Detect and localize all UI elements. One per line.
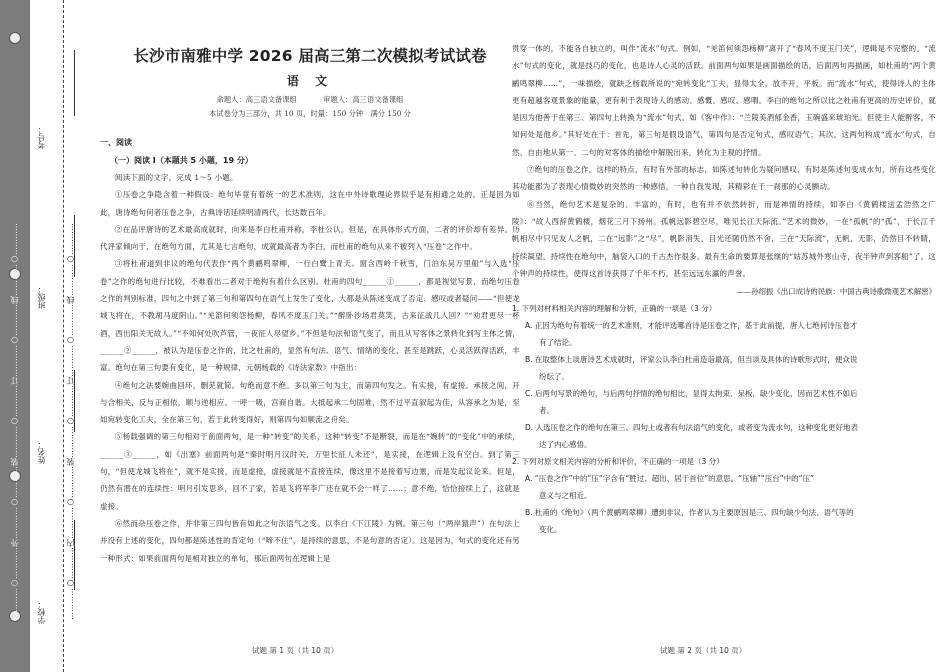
exam-subject: 语 文 <box>286 74 334 88</box>
question-option[interactable]: B. 在取整体上谈唐诗艺术成就时，评家公认李白杜甫造诣最高，但当谈及具体的诗歌形式时，便众说 纷纭了。 <box>525 355 858 382</box>
exam-authors <box>100 95 520 105</box>
binding-strip <box>0 0 92 672</box>
question-option[interactable]: D. 入选压卷之作的绝句在第三、四句上或者有句法语气的变化，或者变为流水句，这种变化更好地表 达了内心感悟。 <box>525 423 859 450</box>
passage-source: ——孙绍振《出口成诗的民族：中国古典诗歌微观艺术解密》 <box>736 287 936 297</box>
reviewer: 审题人：高三语文备课组 <box>323 95 404 104</box>
passage-paragraph: ②在品评唐诗的艺术最高成就时，向来是李白杜甫并称，李杜公认。但是，在具体形式方面，二者的评价却有差异。历代评家倾向于，在绝句方面，尤其是七言绝句，成就最高者为李白，而杜甫的绝句从来不被列入“压卷”之作中。 <box>100 224 520 252</box>
page-footer: 试题 第 1 页（共 10 页） <box>252 646 339 655</box>
passage-paragraph: 贯穿一体的，不能各自独立的，叫作“流水”句式。例如，“羌笛何须怨杨柳”离开了“春风不度玉门关”，逻辑是不完整的。“流水”句式的变化，就是技巧的变化，也是诗人心灵的活跃。前面两句如果是画面描绘的话，后面两句再描画，如杜甫的“两个黄鹂鸣翠柳……”，一味描绘，就缺乏杨载所说的“宛转变化”工夫，显得太全，放不开，平板。而“流水”句式，使得诗人的主体更有超越客观景象的能量，更有利于表现诗人的感动、感慨、感叹、感喟。李白的绝句之所以比之杜甫有更高的历史评价，就是因为他善于在第三、第四句上转换为“流水”句式。如《客中作》：“兰陵美酒郁金香，玉碗盛来琥珀光。但使主人能醉客，不知何处是他乡。”其好处在于：首先，第三句是假设语气，第四句是否定句式，感叹语气；其次，这两句构成“流水”句式，自然、自由地从第一、二句的对客体的描绘中解脱出来，转化为主观的抒情。 <box>512 44 936 157</box>
subsection-heading: （一）阅读 I（本题共 5 小题，19 分） <box>110 156 253 165</box>
name-label: 姓名： <box>37 440 46 464</box>
binding-inner-label: …………○…………内…………○…………装…………○…………订…………○…………线…………○………… <box>66 223 75 620</box>
passage-paragraph: ⑤杨载强调的第三句相对于前面两句，是一种“转变”的关系，这种“转变”不是断裂，而是在“婉转”的“变化”中的承续，______③______，如《出塞》前面两句是“秦时明月汉时关，万里长征人未还”，是实接，在逻辑上没有空白。到了第三句，“但使龙城飞将在”，就不是实接，而是虚接，虚接就是不直接连续，像这里不是接着写边塞，而是发起议论来。但是，仍然有潜在的连续性：明月引发思乡，回不了家，若是飞将军李广还在就不会一样了……；意不绝，恰恰接续上了，这就是虚接。 <box>100 432 520 511</box>
binding-outer-label: …………○…………外…………○…………装…………○…………订…………○…………线…………○………… <box>10 223 19 620</box>
passage-paragraph: ④绝句之法要婉曲回环，删芜就简。句绝而意不绝。多以第三句为主，而第四句发之。有实接，有虚接。承接之间，开与合相关，反与正相依，顺与逆相应。一呼一吸，宫商自谐。大抵起承二句固难，然不过平直叙起为佳，从容承之为是，至如宛转变化工夫，全在第三句，若于此转变得好，则第四句如顺流之舟矣。 <box>100 380 520 425</box>
passage-paragraph: ⑥然而杂压卷之作，并非第三四句皆有如此之句法语气之变。以李白《下江陵》为例。第三句（“两岸猿声”）在句法上并没有上述的变化，四句都是陈述性的肯定句（“啼不住”，是持续的意思，不是句意的否定）。这是因为，句式的变化还有另一种形式：如果前面两句是相对独立的单句，那后面两句在逻辑上是 <box>100 518 520 563</box>
binding-outer-strip <box>0 0 30 672</box>
passage-paragraph: ⑦绝句的压卷之作，这样的特点，有时有外部的标志，如陈述句转化为疑问感叹，有时是陈述句变成水句，所有这些变化其功能都为了表现心情微妙的突然的一种感悟，一种自我发现，其精彩在于一刹那的心灵颤动。 <box>512 165 936 192</box>
question-option[interactable]: B. 杜甫的《绝句》（两个黄鹂鸣翠柳）遭到非议，作者认为主要原因是三、四句缺少句法、语气等的 变化。 <box>525 508 854 535</box>
class-label: 班级： <box>37 285 46 309</box>
exam-page-2 <box>512 0 936 672</box>
exam-page-1 <box>100 0 520 672</box>
question-stem: 1. 下列对材料相关内容的理解和分析，正确的一项是（3 分） <box>512 304 717 314</box>
instruction: 阅读下面的文字，完成 1～5 小题。 <box>114 173 238 182</box>
section-heading: 一、阅读 <box>100 138 132 147</box>
question-option[interactable]: C. 后两句写景的绝句，与后两句抒情的绝句相比，显得太拘束、呆板，缺少变化，因而艺术性不如后 者。 <box>525 389 858 416</box>
setter: 命题人：高三语文备课组 <box>216 95 297 104</box>
page-footer: 试题 第 2 页（共 10 页） <box>660 646 747 655</box>
passage-paragraph: ①压卷之争隐含着一种假设：绝句毕竟有着统一的艺术准则，这在中外诗歌理论界似乎是有相通之处的。正是因为如此，唐诗绝句何者压卷之争，古典诗话延续明清两代，长达数百年。 <box>100 190 520 217</box>
binding-fields <box>30 0 60 672</box>
exam-title: 长沙市南雅中学 2026 届高三第二次模拟考试试卷 <box>133 47 487 65</box>
exam-no-label: 考号： <box>37 125 46 149</box>
question-stem: 2. 下列对原文相关内容的分析和评价，不正确的一项是（3 分） <box>512 457 724 467</box>
question-option[interactable]: A. “压卷之作”中的“压”字含有“胜过、超出、居于首位”的意思。“压轴”“压台”中的“压” 意义与之相近。 <box>525 474 814 501</box>
exam-info: 本试卷分为三部分，共 10 页，时量：150 分钟 满分 150 分 <box>209 109 411 118</box>
question-option[interactable]: A. 正因为绝句有着统一的艺术准则，才能评选哪首诗是压卷之作，基于此前提，唐人七绝何诗压卷才 有了结论。 <box>525 321 858 348</box>
punch-hole-icon <box>9 32 21 44</box>
school-label: 学校： <box>37 600 46 624</box>
passage-paragraph: ⑧当然，绝句艺术是复杂的、丰富的，有时，也有并不依然转折，而是神情的持续，如李白《黄鹤楼送孟浩然之广陵》：“故人西辞黄鹤楼，烟花三月下扬州。孤帆远影碧空尽，唯见长江天际流。”艺术的微妙，一在“孤帆”的“孤”，于长江千帆相尽中只见友人之帆，二在“远影”之“尽”，帆影消失，目光还随仍然不舍，三在“天际流”，无帆，无影，仍然目不转睛，持续凝望。持续性在绝句中，脑袋入口的千古杰作很多。最有生命的要算是张继的“姑苏城外寒山寺，夜半钟声到客船”了。这个钟声的持续性，使得这首诗获得了千年不朽，甚至远远东瀛的声誉。 <box>512 199 936 278</box>
passage-paragraph: ③将杜甫道到非议的绝句代表作“两个黄鹂鸣翠柳，一行白鹭上青天。窗含西岭千秋雪，门泊东吴万里船”与入选“压卷”之作的绝句进行比较，不难看出二者对于绝构有着什么区别。杜甫的四句______①______，都是视觉写景，而绝句压卷之作的判别标准，四句之中到了第三句和第四句在语气上发生了变化，大都是从陈述变成了否定、感叹或者疑问——“但使龙城飞将在，不教胡马度阴山。”“羌笛何须怨杨柳，春风不度玉门关。”“醉卧沙场君莫笑，古来征战几人回？”“劝君更尽一杯酒，西出阳关无故人。”“不知何处吹芦管，一夜征人尽望乡。”不但是句法和语气变了，而且从写客体之景转化到写主体之情，______②______，被认为是压卷之作的，比之杜甫的，显然有句法、语气、情绪的变化，甚至是跳跃，心灵活跃得活跃，丰富。绝句在第三句要有变化，是一种规律，元朝杨载的《诗法家数》中指出： <box>100 259 520 373</box>
